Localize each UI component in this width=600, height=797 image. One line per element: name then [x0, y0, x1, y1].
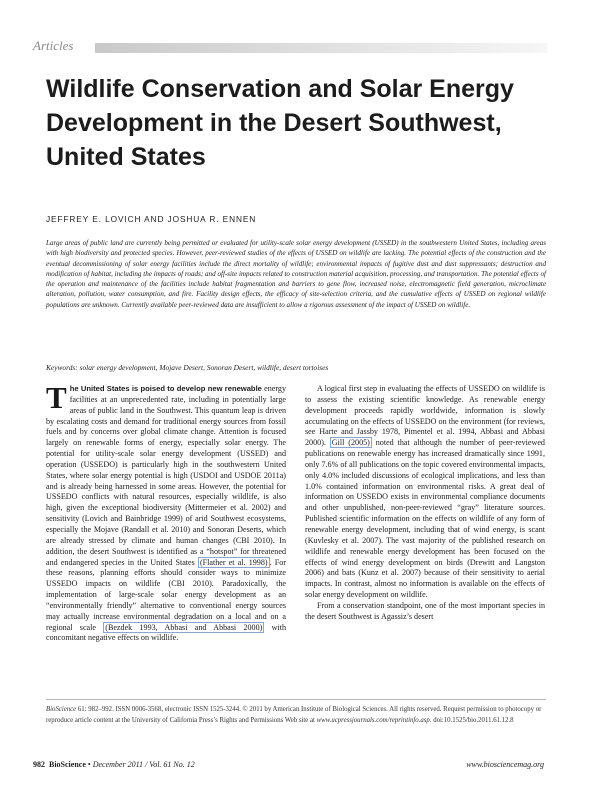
drop-cap: T: [46, 380, 67, 415]
footer-issue: December 2011 / Vol. 61 No. 12: [92, 760, 195, 769]
body-paragraph: From a conservation standpoint, one of the most important species in the desert Southwest is Agassiz’s desert: [305, 600, 545, 621]
doi-text: . doi:10.1525/bio.2011.61.12.8: [429, 716, 514, 724]
footer-journal: BioScience: [49, 760, 86, 769]
article-title: Wildlife Conservation and Solar Energy Development in the Desert Southwest, United States: [46, 75, 514, 171]
body-paragraph: [305, 384, 545, 601]
body-text: noted that although the number of peer-reviewed publications on renewable energy has increased dramatically since 1991, only 7.6% of all publications on the topic covered environmental impacts, only 4.0% included discussions of ecological implications, and less than 1.0% contained information on environmental risks. A great deal of information on USSEDO exists in environmental compliance documents and other unpublished, non-peer-reviewed “gray” literature sources. Published scientific information on the effects on wildlife of any form of renewable energy development, including that of wind energy, is scant (Kuvlesky et al. 2007). The vast majority of the published research on wildlife and renewable energy development has been focused on the effects of wind energy development on birds (Drewitt and Langston 2006) and bats (Kunz et al. 2007) because of their sensitivity to aerial impacts. In contrast, almost no information is available on the effects of solar energy development on wildlife.: [305, 438, 545, 600]
article-authors: JEFFREY E. LOVICH AND JOSHUA R. ENNEN: [46, 214, 257, 224]
body-column-left: [46, 380, 287, 644]
intro-paragraph: [46, 380, 287, 644]
citation-link[interactable]: (Flather et al. 1998): [199, 557, 268, 567]
permissions-link[interactable]: www.ucpressjournals.com/reprintinfo.asp: [316, 716, 430, 724]
article-keywords: Keywords: solar energy development, Mojave Desert, Sonoran Desert, wildlife, desert tortoises: [46, 363, 329, 372]
copyright-notice: [46, 705, 546, 726]
page-number: 982: [33, 760, 45, 769]
body-text: . For these reasons, planning efforts should consider ways to minimize USSEDO impacts on wildlife (CBI 2010). Paradoxically, the implementation of large-scale solar energy development as an “environmentally friendly” alternative to conventional energy sources may actually increase environmental degradation on a local and on a regional scale: [46, 557, 287, 632]
footnote-divider: [46, 699, 546, 700]
footer-website-link[interactable]: www.biosciencemag.org: [466, 760, 544, 769]
body-text: A logical first step in evaluating the effects of USSEDO on wildlife is to assess the existing scientific knowledge. As renewable energy development proceeds rapidly worldwide, information is slowly accumulating on the effects of USSEDO on the environment (for reviews, see Harte and Jassby 1978, Pimentel et al. 1994, Abbasi and Abbasi 2000).: [305, 384, 545, 448]
section-header-bar: [95, 43, 547, 53]
section-label: Articles: [33, 38, 74, 53]
body-column-right: [305, 384, 545, 623]
copyright-journal: BioScience: [46, 706, 77, 713]
copyright-text: 61: 982–992. ISSN 0006-3568, electronic ISSN 1525-3244. © 2011 by American Institute of Biological Sciences. All rights reserved. Request permission to photocopy or reproduce article content at the University of California Press’s Rights and Permissions Web site at: [46, 706, 542, 724]
article-abstract: Large areas of public land are currently being permitted or evaluated for utility-scale solar energy development (USSED) in the southwestern United States, including areas with high biodiversity and protected species. However, peer-reviewed studies of the effects of USSED on wildlife are lacking. The potential effects of the construction and the eventual decommissioning of solar energy facilities include the direct mortality of wildlife; environmental impacts of fugitive dust and dust suppressants; destruction and modification of habitat, including the impacts of roads; and off-site impacts related to construction material acquisition, processing, and transportation. The potential effects of the operation and maintenance of the facilities include habitat fragmentation and barriers to gene flow, increased noise, electromagnetic field generation, microclimate alteration, pollution, water consumption, and fire. Facility design effects, the efficacy of site-selection criteria, and the cumulative effects of USSED on regional wildlife populations are unknown. Currently available peer-reviewed data are insufficient to allow a rigorous assessment of the impact of USSED on wildlife.: [46, 239, 546, 309]
body-text: energy facilities at an unprecedented rate, including in potentially large areas of public land in the Southwest. This quantum leap is driven by escalating costs and demand for traditional energy sources from fossil fuels and by concerns over global climate change. Attention is focused largely on renewable forms of energy, especially solar energy. The potential for utility-scale solar energy development (USSED) and operation (USSEDO) is particularly high in the southwestern United States, where solar energy potential is high (USDOI and USDOE 2011a) and is already being harnessed in some areas. However, the potential for USSEDO conflicts with natural resources, especially wildlife, is also high, given the exceptional biodiversity (Mittermeier et al. 2002) and sensitivity (Lovich and Bainbridge 1999) of arid Southwest ecosystems, especially the Mojave (Randall et al. 2010) and Sonoran Deserts, which are already stressed by climate and human changes (CBI 2010). In addition, the desert Southwest is identified as a “hotspot” for threatened and endangered species in the United States: [46, 384, 287, 567]
body-text: with concomitant negative effects on wildlife.: [46, 622, 286, 643]
citation-link[interactable]: (Bezdek 1993, Abbasi and Abbasi 2000): [105, 622, 263, 632]
page-footer: 982 BioScience • December 2011 / Vol. 61 No. 12: [33, 760, 195, 769]
lead-in-text: he United States is poised to develop new renewable: [69, 384, 262, 393]
citation-link[interactable]: Gill (2005): [331, 438, 370, 448]
